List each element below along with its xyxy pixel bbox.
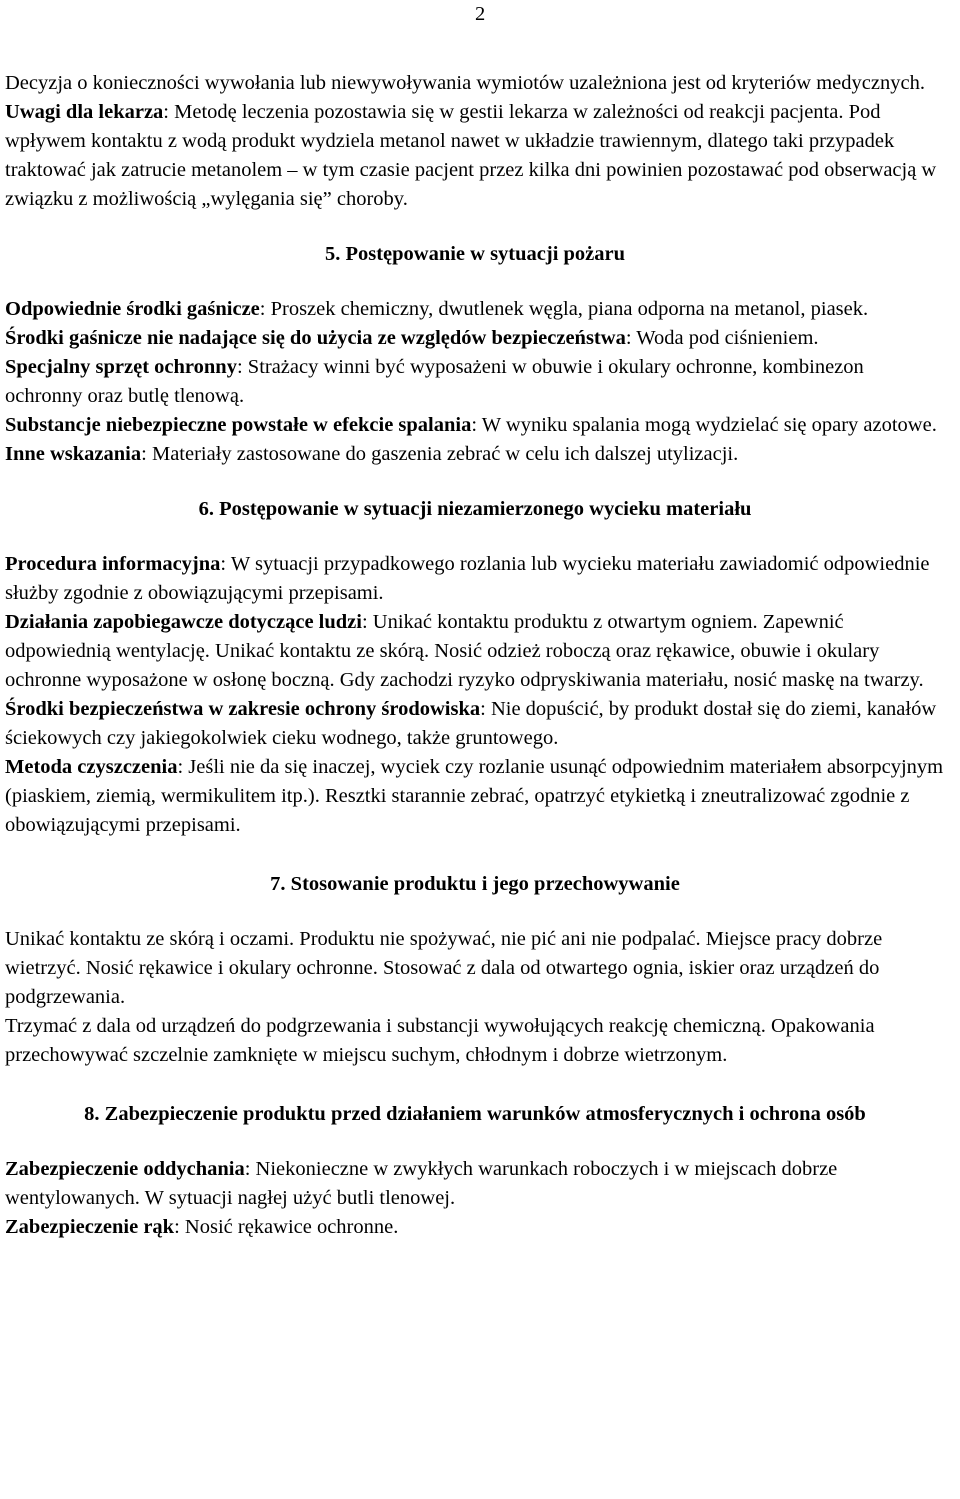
item-label: Specjalny sprzęt ochronny: [5, 356, 237, 378]
item-text: : Jeśli nie da się inaczej, wyciek czy rozlanie usunąć odpowiednim materiałem absorpcyjnym (piaskiem, ziemią, wermikulitem itp.). Resztki starannie zebrać, opatrzyć etykietką i zneutralizować zgodnie z obowiązującymi przepisami.: [5, 756, 944, 836]
section-8-item: [5, 1155, 945, 1213]
section-8-body: [5, 1155, 945, 1242]
item-label: Zabezpieczenie oddychania: [5, 1158, 245, 1180]
section-7-heading: 7. Stosowanie produktu i jego przechowywanie: [270, 873, 680, 895]
item-text: : Unikać kontaktu produktu z otwartym ogniem. Zapewnić odpowiednią wentylację. Unikać kontaktu ze skórą. Nosić odzież roboczą oraz rękawice, obuwie i okulary ochronne wyposażone w osłonę boczną. Gdy zachodzi ryzyko odpryskiwania materiału, nosić maskę na twarzy.: [5, 611, 924, 691]
item-text: : W wyniku spalania mogą wydzielać się opary azotowe.: [471, 414, 937, 436]
section-7-paragraph: Trzymać z dala od urządzeń do podgrzewania i substancji wywołujących reakcję chemiczną. Opakowania przechowywać szczelnie zamknięte w miejscu suchym, chłodnym i dobrze wietrzonym.: [5, 1015, 875, 1066]
item-text: : W sytuacji przypadkowego rozlania lub wycieku materiału zawiadomić odpowiednie służby zgodnie z obowiązującymi przepisami.: [5, 553, 930, 604]
section-8-heading: 8. Zabezpieczenie produktu przed działaniem warunków atmosferycznych i ochrona osób: [84, 1103, 866, 1125]
doctor-notes-label: Uwagi dla lekarza: [5, 101, 164, 123]
item-label: Odpowiednie środki gaśnicze: [5, 298, 260, 320]
section-5-heading: 5. Postępowanie w sytuacji pożaru: [324, 243, 626, 265]
section-7-paragraph: Unikać kontaktu ze skórą i oczami. Produktu nie spożywać, nie pić ani nie podpalać. Miejsce pracy dobrze wietrzyć. Nosić rękawice i okulary ochronne. Stosować z dala od otwartego ognia, iskier oraz urządzeń do podgrzewania.: [5, 928, 883, 1008]
page-content: [5, 69, 945, 1242]
item-text: : Proszek chemiczny, dwutlenek węgla, piana odporna na metanol, piasek.: [259, 298, 869, 320]
item-label: Zabezpieczenie rąk: [5, 1216, 175, 1238]
item-label: Substancje niebezpieczne powstałe w efekcie spalania: [5, 414, 472, 436]
intro-paragraph: Decyzja o konieczności wywołania lub niewywoływania wymiotów uzależniona jest od kryteriów medycznych.: [5, 72, 925, 94]
item-text: : Woda pod ciśnieniem.: [625, 327, 819, 349]
item-label: Metoda czyszczenia: [5, 756, 178, 778]
item-text: : Nie dopuścić, by produkt dostał się do ziemi, kanałów ściekowych czy jakiegokolwiek cieku wodnego, także gruntowego.: [5, 698, 937, 749]
section-7-body: [5, 925, 945, 1070]
item-text: : Strażacy winni być wyposażeni w obuwie i okulary ochronne, kombinezon ochronny oraz butlę tlenową.: [5, 356, 864, 407]
item-text: : Nosić rękawice ochronne.: [174, 1216, 399, 1238]
section-6-item: [5, 695, 945, 753]
section-6-item: [5, 753, 945, 840]
section-5-item: [5, 411, 945, 440]
doctor-notes-paragraph: [5, 98, 945, 214]
section-6-body: [5, 550, 945, 840]
section-5-item: [5, 324, 945, 353]
section-6-item: [5, 608, 945, 695]
section-5-item: [5, 440, 945, 469]
section-6-item: [5, 550, 945, 608]
section-8-item: [5, 1213, 945, 1242]
doctor-notes-text: : Metodę leczenia pozostawia się w gestii lekarza w zależności od reakcji pacjenta. Pod wpływem kontaktu z wodą produkt wydziela metanol nawet w układzie trawiennym, dlatego taki przypadek traktować jak zatrucie metanolem – w tym czasie pacjent przez kilka dni powinien pozostawać pod obserwacją w związku z możliwością „wylęgania się” choroby.: [5, 101, 937, 210]
item-label: Środki gaśnicze nie nadające się do użycia ze względów bezpieczeństwa: [5, 327, 626, 349]
item-text: : Materiały zastosowane do gaszenia zebrać w celu ich dalszej utylizacji.: [141, 443, 739, 465]
section-5-item: [5, 295, 945, 324]
section-5-body: [5, 295, 945, 469]
item-label: Środki bezpieczeństwa w zakresie ochrony środowiska: [5, 698, 481, 720]
item-label: Działania zapobiegawcze dotyczące ludzi: [5, 611, 362, 633]
item-text: : Niekonieczne w zwykłych warunkach roboczych i w miejscach dobrze wentylowanych. W sytuacji nagłej użyć butli tlenowej.: [5, 1158, 838, 1209]
item-label: Inne wskazania: [5, 443, 142, 465]
page-number: 2: [475, 3, 486, 25]
item-label: Procedura informacyjna: [5, 553, 221, 575]
section-5-item: [5, 353, 945, 411]
section-6-heading: 6. Postępowanie w sytuacji niezamierzonego wycieku materiału: [198, 498, 752, 520]
